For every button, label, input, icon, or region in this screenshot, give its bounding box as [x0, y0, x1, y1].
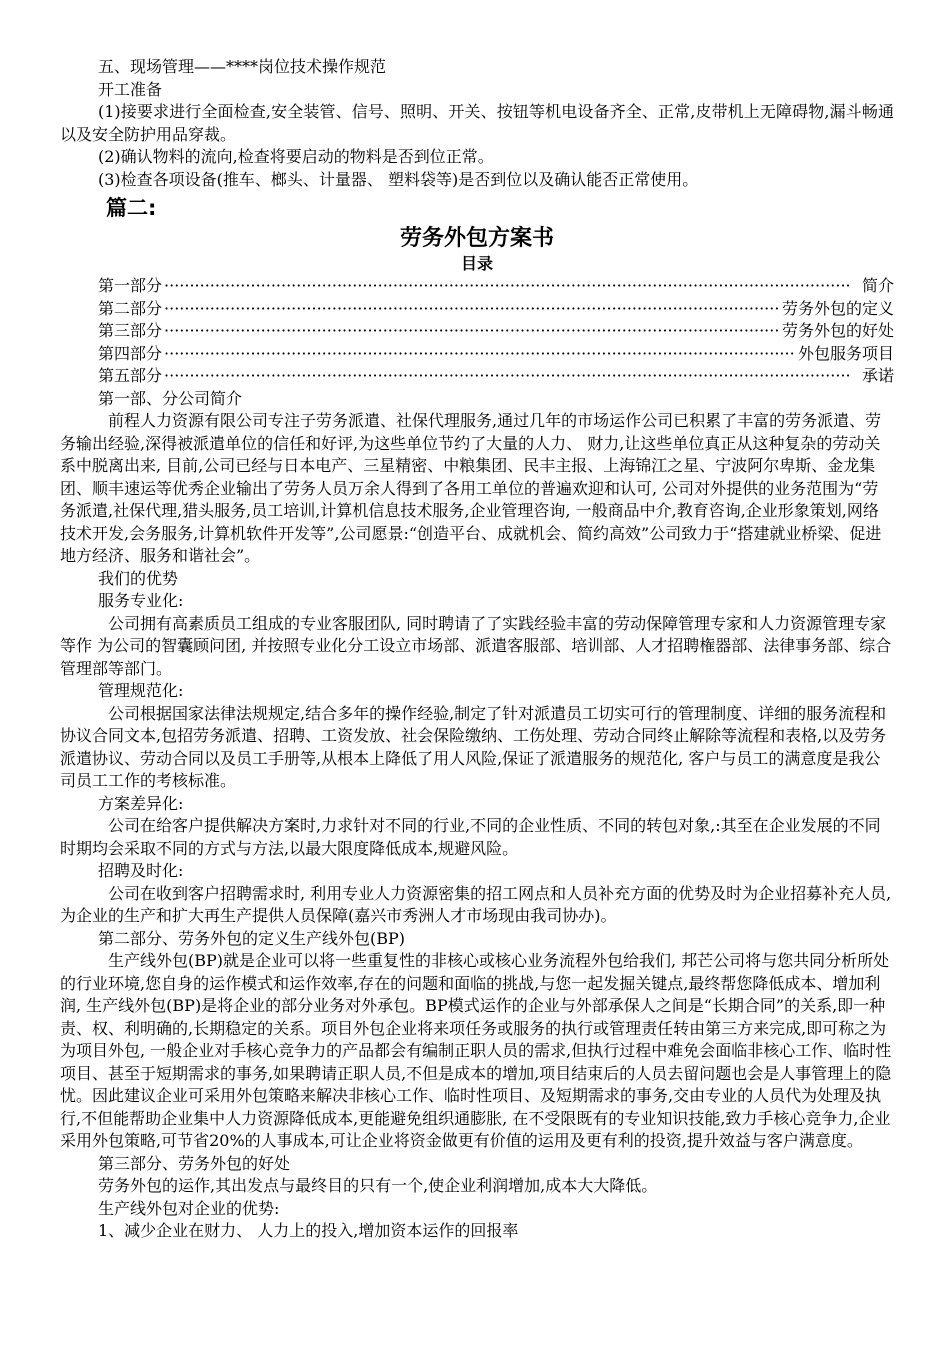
toc-dot-leader	[164, 275, 860, 298]
toc-entry	[60, 298, 894, 321]
advantage-3-body: 公司在给客户提供解决方案时,力求针对不同的行业,不同的企业性质、不同的转包对象,:其至在企业发展的不同时期均会采取不同的方式与方法,以最大限度降低成本,规避风险。	[60, 816, 881, 858]
intro-heading: 五、现场管理——****岗位技术操作规范	[98, 57, 387, 76]
toc-dot-leader	[164, 320, 780, 343]
intro-item-1: (1)接要求进行全面检查,安全装管、信号、照明、开关、按钮等机电设备齐全、正常,皮带机上无障碍物,漏斗畅通以及安全防护用品穿裁。	[60, 102, 894, 144]
part3-item-1: 1、减少企业在财力、 人力上的投入,增加资本运作的回报率	[98, 1221, 519, 1240]
toc-label: 承诺	[861, 366, 894, 385]
part2-body: 生产线外包(BP)就是企业可以将一些重复性的非核心或核心业务流程外包给我们, 邦芒公司将与您共同分析所处的行业环境,您自身的运作模式和运作效率,存在的问题和面临的挑战,与您一起发掘关键点,最终帮您降低成本、增加利润, 生产线外包(BP)是将企业的部分业务对外承包。BP模式运作的企业与外部承保人之间是“长期合同”的关系,即一种责、权、利明确的,长期稳定的关系。项目外包企业将来项任务或服务的执行或管理责任转由第三方来完成,即可称之为为项目外包, 一般企业对手核心竞争力的产品都会有编制正职人员的需求,但执行过程中难免会面临非核心工作、临时性项目、甚至于短期需求的事务,如果聘请正职人员,不但是成本的增加,项目结束后的人员去留问题也会是人事管理上的隐忧。因此建议企业可采用外包策略来解决非核心工作、临时性项目、及短期需求的事务,交由专业的人员代为处理及执行,不但能帮助企业集中人力资源降低成本,更能避免组织通膨胀, 在不受限既有的专业知识技能,致力手核心竞争力,企业采用外包策略,可节省20%的人事成本,可让企业将资金做更有价值的运用及更有利的投资,提升效益与客户满意度。	[60, 951, 892, 1150]
toc-label: 外包服务项目	[797, 343, 894, 363]
advantage-1-body: 公司拥有高素质员工组成的专业客服团队, 同时聘请了了实践经验丰富的劳动保障管理专家和人力资源管理专家等作 为公司的智囊顾问团, 并按照专业化分工设立市场部、派遣客服部、培训部、人才招聘権器部、法律事务部、综合管理部等部门。	[60, 613, 892, 678]
toc-entry	[60, 320, 894, 343]
toc-label: 劳务外包的定义	[781, 298, 894, 318]
toc-part: 第五部分	[98, 366, 163, 385]
toc-entry	[60, 343, 894, 366]
part2-heading: 第二部分、劳务外包的定义生产线外包(BP)	[98, 928, 406, 948]
section-2-label: 篇二:	[106, 196, 157, 220]
toc-dot-leader	[164, 343, 796, 366]
toc-part: 第一部分	[98, 276, 163, 295]
advantage-1-title: 服务专业化:	[98, 591, 184, 610]
toc-dot-leader	[164, 298, 780, 321]
document-title: 劳务外包方案书	[399, 226, 554, 251]
toc-part: 第四部分	[98, 343, 163, 363]
toc-dot-leader	[164, 365, 860, 388]
advantage-4-body: 公司在收到客户招聘需求时, 利用专业人力资源密集的招工网点和人员补充方面的优势及时为企业招募补充人员,为企业的生产和扩大再生产提供人员保障(嘉兴市秀洲人才市场现由我司协办)。	[60, 883, 892, 925]
part3-heading: 第三部分、劳务外包的好处	[98, 1153, 291, 1173]
document-page	[60, 56, 894, 1243]
toc-entry	[60, 365, 894, 388]
table-of-contents	[60, 275, 894, 388]
part3-subheading: 生产线外包对企业的优势:	[98, 1198, 280, 1218]
advantage-2-body: 公司根据国家法律法规规定,结合多年的操作经验,制定了针对派遣员工切实可行的管理制度、详细的服务流程和协议合同文本,包招劳务派遣、招聘、工资发放、社会保险缴纳、工伤处理、劳动合同终止解除等流程和表格,以及劳务派遣协议、劳动合同以及员工手册等,从根本上降低了用人风险,保证了派遣服务的规范化, 客户与员工的满意度是我公司员工工作的考核标准。	[60, 703, 887, 790]
part3-body: 劳务外包的运作,其出发点与最终目的只有一个,使企业利润增加,成本大大降低。	[98, 1176, 658, 1195]
toc-part: 第三部分	[98, 321, 163, 340]
toc-title: 目录	[460, 254, 493, 273]
intro-subheading: 开工准备	[98, 79, 163, 99]
part1-heading: 第一部、分公司简介	[98, 388, 243, 408]
toc-label: 简介	[861, 276, 894, 295]
toc-entry	[60, 275, 894, 298]
advantage-2-title: 管理规范化:	[98, 681, 184, 700]
toc-label: 劳务外包的好处	[781, 321, 894, 340]
intro-item-2: (2)确认物料的流向,检查将要启动的物料是否到位正常。	[98, 147, 494, 166]
advantage-3-title: 方案差异化:	[98, 793, 184, 813]
advantages-heading: 我们的优势	[98, 568, 179, 588]
toc-part: 第二部分	[98, 298, 163, 318]
intro-item-3: (3)检查各项设备(推车、榔头、计量器、 塑料袋等)是否到位以及确认能否正常使用。	[98, 169, 699, 189]
advantage-4-title: 招聘及时化:	[98, 861, 184, 880]
part1-body: 前程人力资源有限公司专注子劳务派遣、社保代理服务,通过几年的市场运作公司已积累了丰富的劳务派遣、劳务输出经验,深得被派遣单位的信任和好评,为这些单位节约了大量的人力、 财力,让这些单位真正从这种复杂的劳动关系中脱离出来, 目前,公司已经与日本电产、三星精密、中粮集团、民丰主报、上海锦江之星、宁波阿尔卑斯、金龙集团、顺丰速运等优秀企业输出了劳务人员万余人得到了各用工单位的普遍欢迎和认可, 公司对外提供的业务范围为“劳务派遣,社保代理,猎头服务,员工培训,计算机信息技术服务,企业管理咨询, 一般商品中介,教育咨询,企业形象策划,网络技术开发,会务服务,计算机软件开发等”,公司愿景:“创造平台、成就机会、简约高效”公司致力于“搭建就业桥梁、促进地方经济、服务和谐社会”。	[60, 411, 882, 565]
